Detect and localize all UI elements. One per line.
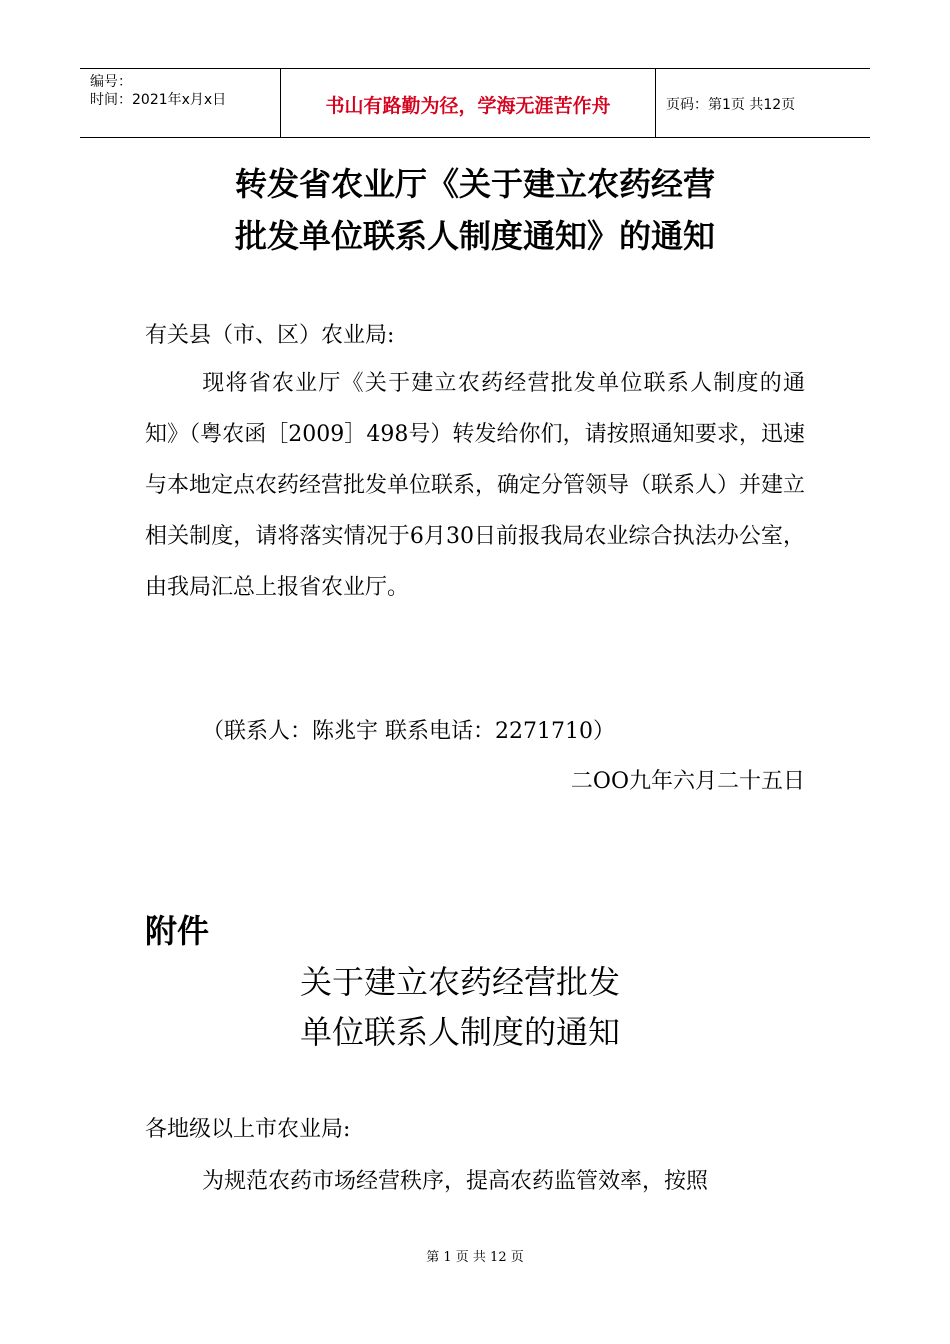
contact-line: （联系人：陈兆宇 联系电话：2271710） [202,719,615,744]
document-header [80,68,870,138]
body-paragraph [145,358,805,613]
page-footer: 第 1 页 共 12 页 [426,1250,524,1265]
motto: 书山有路勤为径，学海无涯苦作舟 [325,95,611,117]
annex-title-line-1: 关于建立农药经营批发 [300,963,621,1001]
salutation: 有关县（市、区）农业局: [145,323,395,348]
body-text: 现将省农业厅《关于建立农药经营批发单位联系人制度的通知》（粤农函［2009］498号）转发给你们，请按照通知要求，迅速与本地定点农药经营批发单位联系，确定分管领导（联系人）并建立相关制度，请将落实情况于6月30日前报我局农业综合执法办公室，由我局汇总上报省农业厅。 [145,371,806,600]
annex-label: 附件 [145,912,210,950]
annex-body-start: 为规范农药市场经营秩序，提高农药监管效率，按照 [202,1169,709,1194]
time-label: 时间：2021年x月x日 [90,92,227,108]
document-title-line-2: 批发单位联系人制度通知》的通知 [234,217,715,255]
header-motto-cell [280,69,656,137]
header-page-cell [656,69,870,137]
annex-salutation: 各地级以上市农业局: [145,1117,351,1142]
date-line: 二OO九年六月二十五日 [570,769,805,794]
page-label: 页码：第1页 共12页 [666,97,796,113]
document-title-line-1: 转发省农业厅《关于建立农药经营 [234,165,715,203]
number-label: 编号： [90,74,132,90]
header-meta-cell [80,69,280,137]
annex-title-line-2: 单位联系人制度的通知 [300,1013,621,1051]
